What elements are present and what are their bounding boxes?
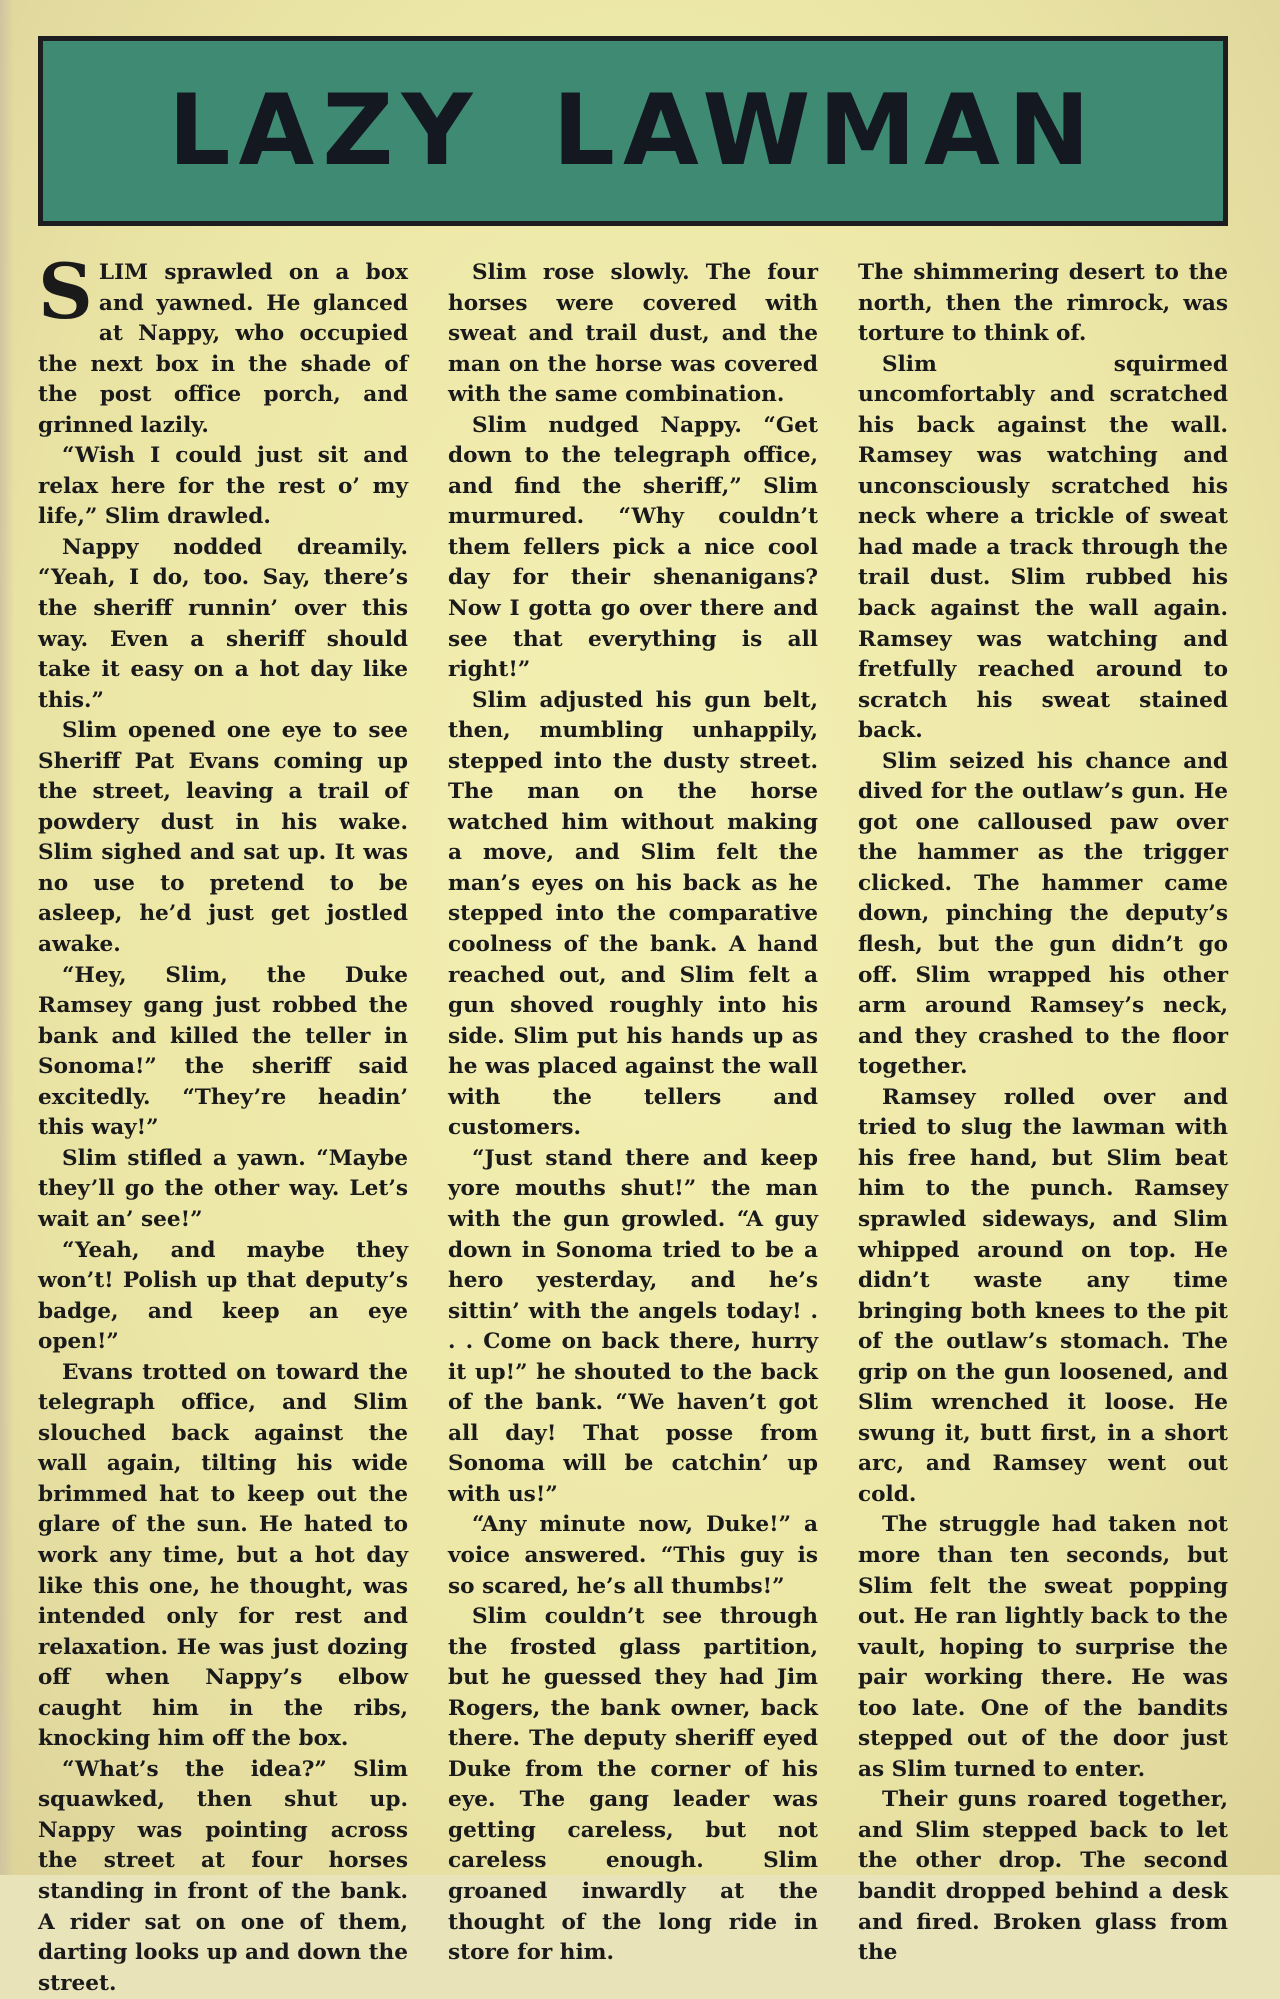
title-panel <box>38 36 1228 226</box>
paragraph: Slim rose slowly. The four horses were covered with sweat and trail dust, and the man on the horse was covered with the same combination. <box>448 260 818 408</box>
paragraph: Their guns roared together, and Slim stepped back to let the other drop. The second bandit dropped behind a desk and fired. Broken glass from the <box>858 1787 1228 1966</box>
paragraph: “Any minute now, Duke!” a voice answered. “This guy is so scared, he’s all thumbs!” <box>448 1512 818 1599</box>
story-title: LAZY LAWMAN <box>168 74 1098 188</box>
paragraph: Slim couldn’t see through the frosted glass partition, but he guessed they had Jim Rogers, the bank owner, back there. The deputy sheriff eyed Duke from the corner of his eye. The gang leader was getting careless, but not careless enough. Slim groaned inwardly at the thought of the long ride in store for him. <box>448 1604 818 1966</box>
paragraph: Slim opened one eye to see Sheriff Pat Evans coming up the street, leaving a trail of powdery dust in his wake. Slim sighed and sat up. It was no use to pretend to be asleep, he’d just get jostled awake. <box>38 718 408 958</box>
paragraph: Slim squirmed uncomfortably and scratched his back against the wall. Ramsey was watching and unconsciously scratched his neck where a trickle of sweat had made a track through the trail dust. Slim rubbed his back against the wall again. Ramsey was watching and fretfully reached around to scratch his sweat stained back. <box>858 351 1228 744</box>
text-column-1 <box>38 247 408 1999</box>
paragraph: Slim adjusted his gun belt, then, mumbling unhappily, stepped into the dusty street. The man on the horse watched him without making a move, and Slim felt the man’s eyes on his back as he stepped into the comparative coolness of the bank. A hand reached out, and Slim felt a gun shoved roughly into his side. Slim put his hands up as he was placed against the wall with the tellers and customers. <box>448 687 818 1141</box>
drop-cap: S <box>38 247 93 336</box>
paragraph: Slim seized his chance and dived for the outlaw’s gun. He got one calloused paw over the hammer as the trigger clicked. The hammer came down, pinching the deputy’s flesh, but the gun didn’t go off. Slim wrapped his other arm around Ramsey’s neck, and they crashed to the floor together. <box>858 748 1228 1080</box>
paragraph: “Just stand there and keep yore mouths shut!” the man with the gun growled. “A guy down in Sonoma tried to be a hero yesterday, and he’s sittin’ with the angels today! . . . Come on back there, hurry it up!” he shouted to the back of the bank. “We haven’t got all day! That posse from Sonoma will be catchin’ up with us!” <box>448 1145 818 1507</box>
paragraph-text: LIM sprawled on a box and yawned. He glanced at Nappy, who occupied the next box in the shade of the post office porch, and grinned lazily. <box>38 260 408 438</box>
paragraph: “Yeah, and maybe they won’t! Polish up that deputy’s badge, and keep an eye open!” <box>38 1237 408 1355</box>
paragraph: The struggle had taken not more than ten seconds, but Slim felt the sweat popping out. He ran lightly back to the vault, hoping to surprise the pair working there. He was too late. One of the bandits stepped out of the door just as Slim turned to enter. <box>858 1512 1228 1782</box>
paragraph: “Hey, Slim, the Duke Ramsey gang just robbed the bank and killed the teller in Sonoma!” the sheriff said excitedly. “They’re headin’ this way!” <box>38 962 408 1141</box>
text-column-2 <box>448 258 818 1969</box>
paragraph: Ramsey rolled over and tried to slug the lawman with his free hand, but Slim beat him to the punch. Ramsey sprawled sideways, and Slim whipped around on top. He didn’t waste any time bringing both knees to the pit of the outlaw’s stomach. The grip on the gun loosened, and Slim wrenched it loose. He swung it, butt first, in a short arc, and Ramsey went out cold. <box>858 1084 1228 1507</box>
paragraph: Evans trotted on toward the telegraph office, and Slim slouched back against the wall again, tilting his wide brimmed hat to keep out the glare of the sun. He hated to work any time, but a hot day like this one, he thought, was intended only for rest and relaxation. He was just dozing off when Nappy’s elbow caught him in the ribs, knocking him off the box. <box>38 1359 408 1752</box>
paragraph: The shimmering desert to the north, then the rimrock, was torture to think of. <box>858 260 1228 347</box>
paragraph: Slim stifled a yawn. “Maybe they’ll go the other way. Let’s wait an’ see!” <box>38 1145 408 1232</box>
paragraph: “Wish I could just sit and relax here for the rest o’ my life,” Slim drawled. <box>38 443 408 530</box>
paragraph: “What’s the idea?” Slim squawked, then shut up. Nappy was pointing across the street at four horses standing in front of the bank. A rider sat on one of them, darting looks up and down the street. <box>38 1756 408 1996</box>
text-column-3 <box>858 258 1228 1969</box>
paragraph: Nappy nodded dreamily. “Yeah, I do, too. Say, there’s the sheriff runnin’ over this way. Even a sheriff should take it easy on a hot day like this.” <box>38 534 408 713</box>
paragraph <box>38 247 408 441</box>
paragraph: Slim nudged Nappy. “Get down to the telegraph office, and find the sheriff,” Slim murmured. “Why couldn’t them fellers pick a nice cool day for their shenanigans? Now I gotta go over there and see that everything is all right!” <box>448 412 818 683</box>
